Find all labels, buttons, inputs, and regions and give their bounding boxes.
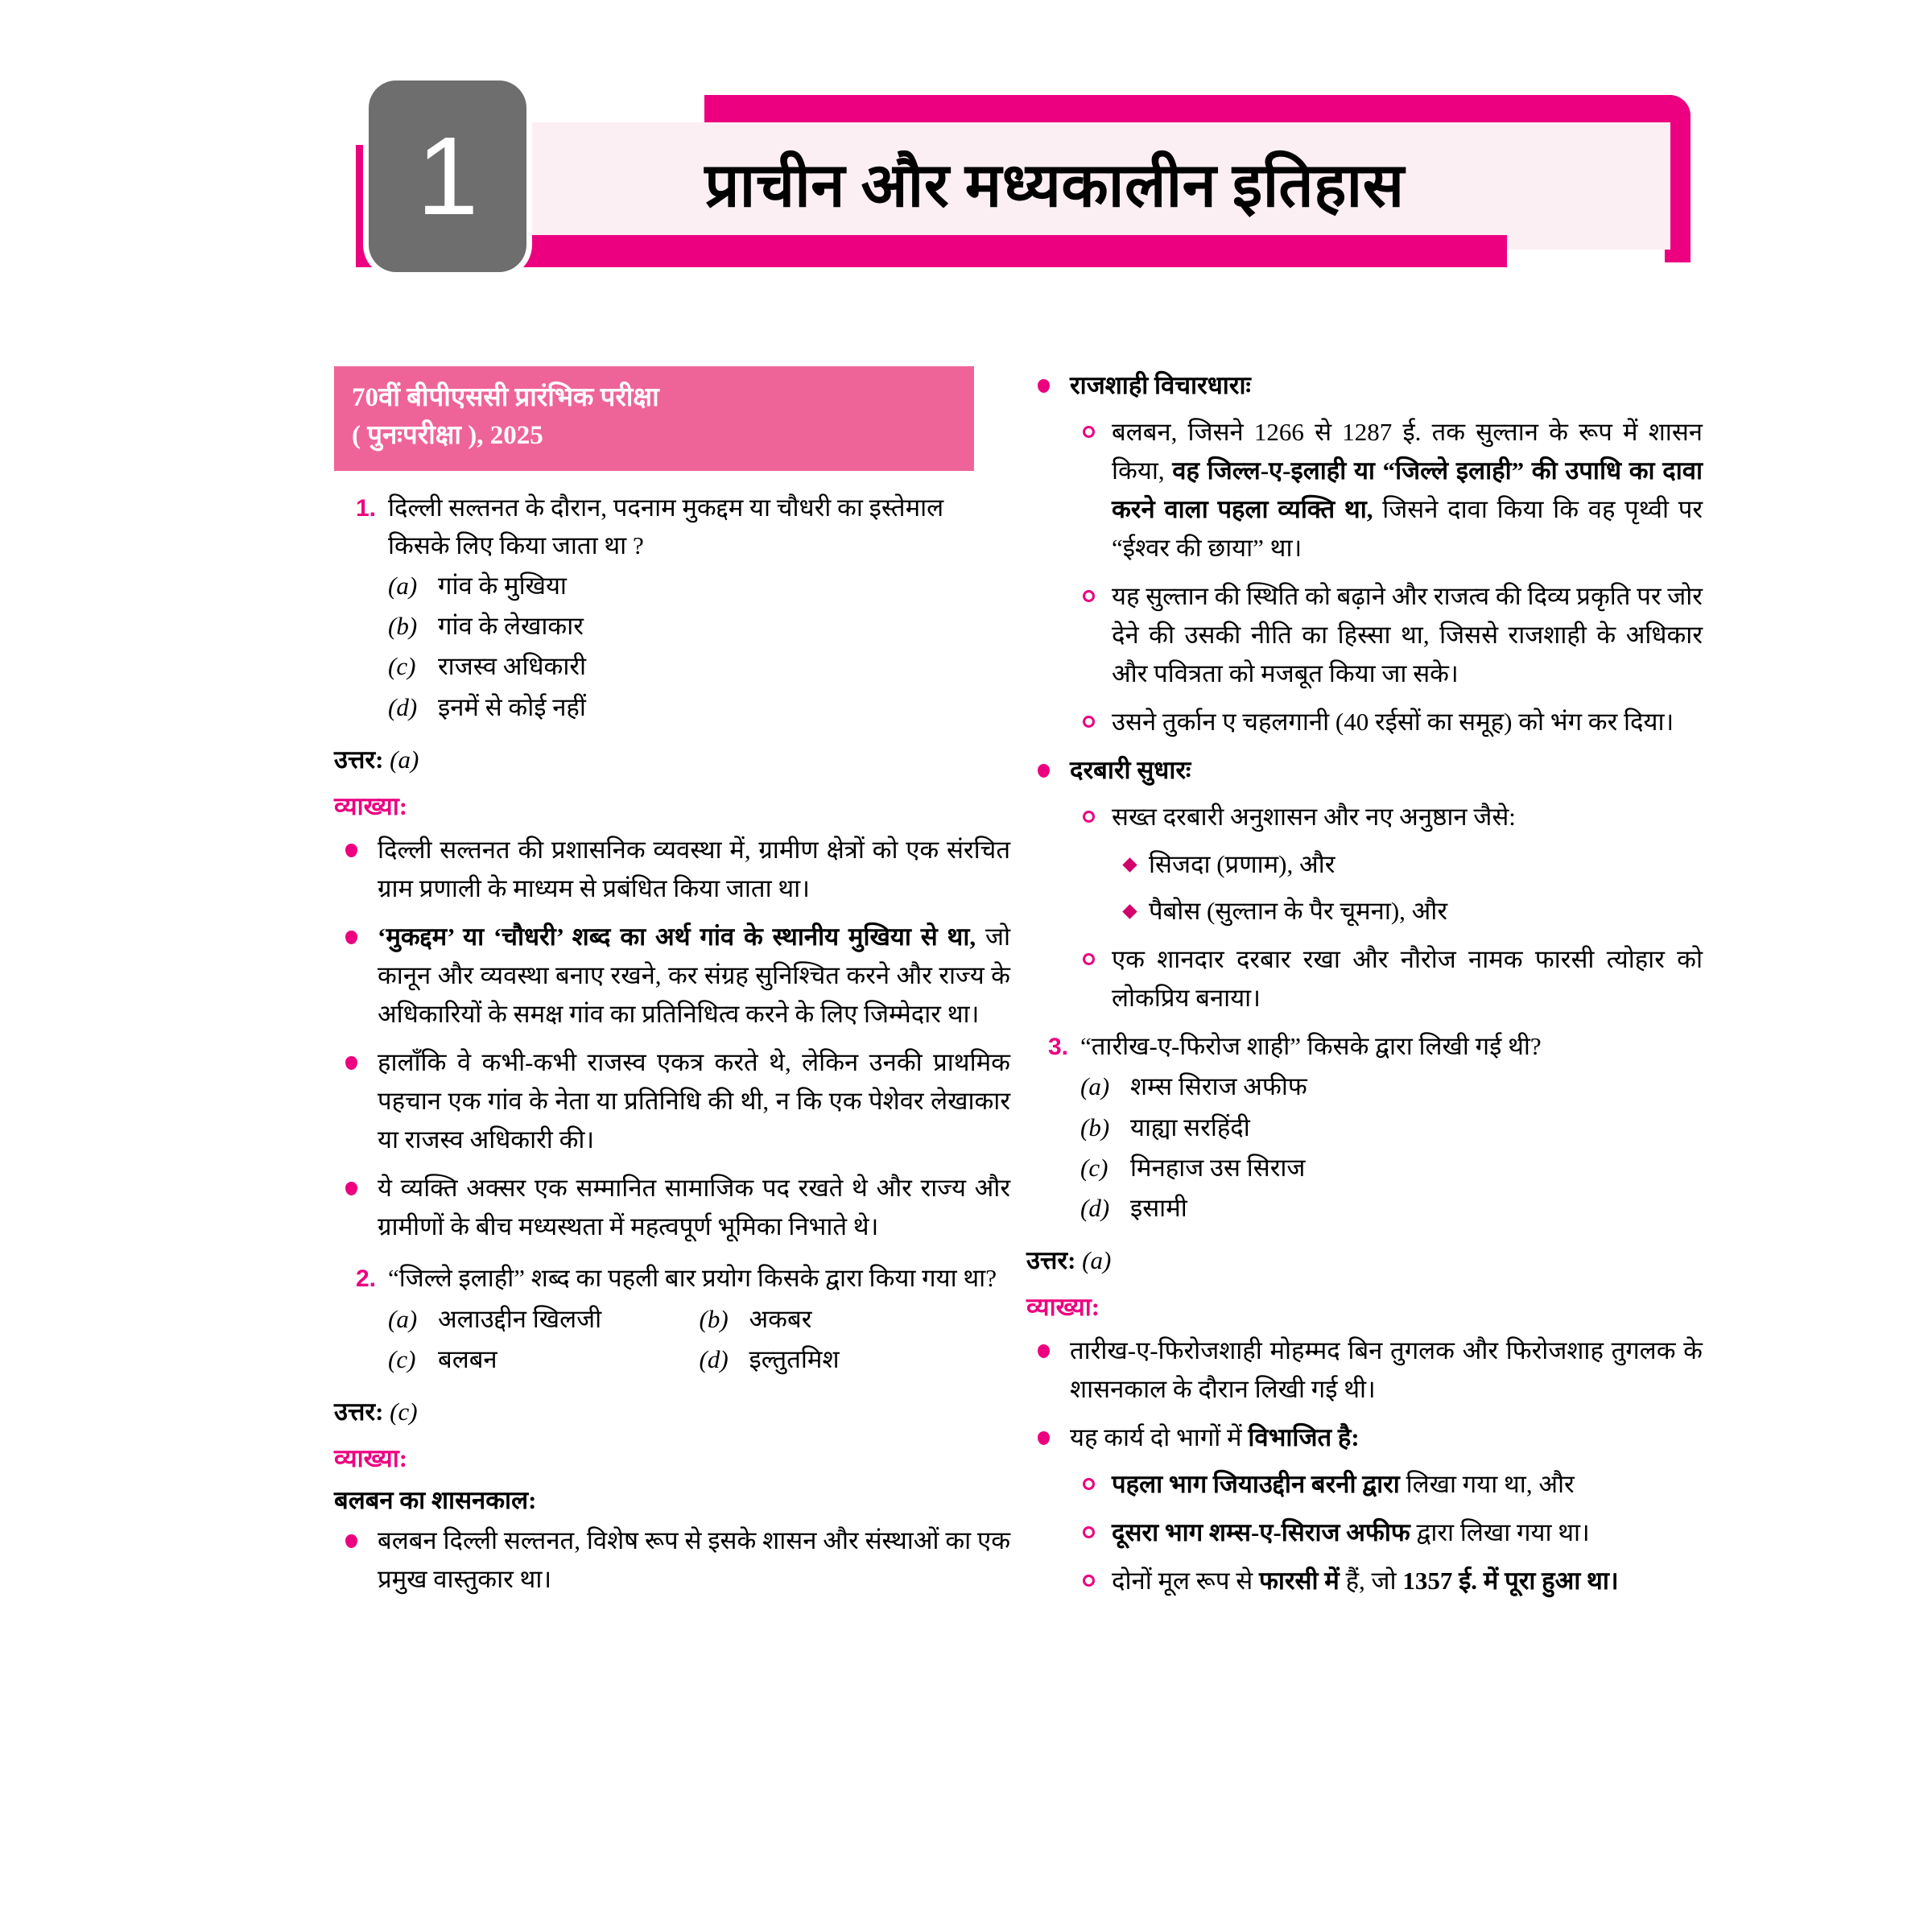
option-b-key: (b): [388, 612, 418, 641]
option-c-key: (c): [388, 1345, 416, 1374]
option-pair-ab: [388, 1299, 1010, 1340]
part-pre: दोनों मूल रूप से: [1112, 1567, 1259, 1596]
part-item: [1070, 1465, 1703, 1504]
option-a-label: अलाउद्दीन खिलजी: [438, 1304, 602, 1333]
answer-label: उत्तर:: [334, 1397, 384, 1426]
explanation-bullet: हालाँकि वे कभी-कभी राजस्व एकत्र करते थे, लेकिन उनकी प्राथमिक पहचान एक गांव के नेता या प्रतिनिधि की थी, न कि एक पेशेवर लेखाकार या राजस्व अधिकारी की।: [334, 1043, 1010, 1159]
option-a-key: (a): [388, 571, 418, 600]
option-c-key: (c): [1080, 1153, 1108, 1182]
option-a[interactable]: [388, 1299, 700, 1340]
explanation-bullet: बलबन दिल्ली सल्तनत, विशेष रूप से इसके शासन और संस्थाओं का एक प्रमुख वास्तुकार था।: [334, 1521, 1010, 1599]
question-3-explanation-heading: व्याख्या:: [1026, 1293, 1100, 1322]
darbari-items: [1070, 798, 1703, 1017]
option-c-label: राजस्व अधिकारी: [438, 652, 587, 681]
rajshahi-heading-text: राजशाही विचारधाराः: [1070, 371, 1251, 399]
question-1: [334, 489, 1010, 1247]
option-a[interactable]: [1080, 1067, 1703, 1107]
question-1-row: [356, 489, 1010, 564]
option-a-label: शम्स सिराज अफीफ: [1130, 1072, 1307, 1101]
divided-intro-pre: यह कार्य दो भागों में: [1070, 1423, 1249, 1452]
darbari-section: [1026, 751, 1703, 1017]
option-d-key: (d): [1080, 1193, 1110, 1222]
question-3-number: 3.: [1048, 1033, 1069, 1060]
part-bold: दूसरा भाग शम्स-ए-सिराज अफीफ: [1112, 1518, 1410, 1547]
option-d-key: (d): [699, 1345, 729, 1374]
item-bold: वह जिल्ल-ए-इलाही या “जिल्ले इलाही” की उपाधि का दावा करने वाला पहला व्यक्ति था,: [1112, 456, 1703, 524]
question-2-options: [388, 1299, 1010, 1380]
option-a[interactable]: [388, 566, 1010, 606]
question-1-answer: [334, 742, 1010, 776]
option-b-label: याह्या सरहिंदी: [1130, 1113, 1250, 1141]
explanation-bullet: तारीख-ए-फिरोजशाही मोहम्मद बिन तुगलक और फिरोजशाह तुगलक के शासनकाल के दौरान लिखी गई थी।: [1026, 1331, 1703, 1409]
option-d[interactable]: [700, 1340, 1011, 1380]
chapter-title: प्राचीन और मध्यकालीन इतिहास: [704, 152, 1405, 221]
rajshahi-item: यह सुल्तान की स्थिति को बढ़ाने और राजत्व की दिव्य प्रकृति पर जोर देने की उसकी नीति का हिस्सा था, जिससे राजशाही के अधिकार और पवित्रता को मजबूत किया जा सके।: [1070, 577, 1703, 693]
option-c[interactable]: [388, 646, 1010, 687]
option-b[interactable]: [1080, 1108, 1703, 1148]
answer-label: उत्तर:: [334, 745, 384, 774]
option-b-key: (b): [699, 1304, 729, 1333]
part-item: [1070, 1513, 1703, 1552]
explanation-bullet-parts: [1026, 1418, 1703, 1600]
answer-key: (c): [390, 1397, 418, 1426]
option-c[interactable]: [1080, 1148, 1703, 1188]
question-2: [334, 1259, 1010, 1599]
question-2-answer: [334, 1394, 1010, 1428]
question-3-parts: [1070, 1465, 1703, 1600]
question-2-explanation-heading: व्याख्या:: [334, 1444, 408, 1473]
question-2-sub-heading: बलबन का शासनकाल:: [334, 1486, 537, 1515]
option-c[interactable]: [388, 1340, 700, 1380]
exam-title-line-1: 70वीं बीपीएससी प्रारंभिक परीक्षा: [352, 383, 659, 412]
question-3: [1026, 1027, 1703, 1601]
option-c-label: बलबन: [438, 1345, 497, 1374]
bullet-bold-part: ‘मुकद्दम’ या ‘चौधरी’ शब्द का अर्थ गांव के स्थानीय मुखिया से था,: [378, 922, 976, 951]
option-c-key: (c): [388, 652, 416, 681]
option-b-key: (b): [1080, 1113, 1110, 1141]
answer-key: (a): [1082, 1246, 1112, 1275]
explanation-bullet: दिल्ली सल्तनत की प्रशासनिक व्यवस्था में, ग्रामीण क्षेत्रों को एक संरचित ग्राम प्रणाली के माध्यम से प्रबंधित किया जाता था।: [334, 831, 1010, 908]
darbari-sub-item: पैबोस (सुल्तान के पैर चूमना), और: [1112, 892, 1703, 931]
darbari-item-1-text: सख्त दरबारी अनुशासन और नए अनुष्ठान जैसे:: [1112, 803, 1516, 832]
question-2-row: [356, 1259, 1010, 1298]
part-bold-b: 1357 ई. में पूरा हुआ था।: [1402, 1567, 1619, 1596]
darbari-sub-item: सिजदा (प्रणाम), और: [1112, 845, 1703, 884]
chapter-header: [338, 80, 1690, 298]
part-item: [1070, 1562, 1703, 1600]
answer-label: उत्तर:: [1026, 1246, 1076, 1275]
option-d-key: (d): [388, 692, 418, 721]
option-d[interactable]: [1080, 1188, 1703, 1228]
question-2-number: 2.: [356, 1265, 377, 1293]
rajshahi-section: [1026, 366, 1703, 741]
option-pair-cd: [388, 1340, 1010, 1380]
option-b[interactable]: [388, 606, 1010, 646]
option-b[interactable]: [700, 1299, 1011, 1340]
question-3-explanation-list: [1026, 1331, 1703, 1600]
option-a-key: (a): [1080, 1072, 1110, 1101]
option-b-label: अकबर: [749, 1304, 812, 1333]
chapter-number-label: 1: [416, 114, 479, 238]
rajshahi-item: उसने तुर्कान ए चहलगानी (40 रईसों का समूह) को भंग कर दिया।: [1070, 703, 1703, 741]
bullet-rest-part: जो कानून और व्यवस्था बनाए रखने, कर संग्रह सुनिश्चित करने और राज्य के अधिकारियों के समक्ष गांव का प्रतिनिधित्व करने के लिए जिम्मेदार था।: [378, 922, 1011, 1028]
darbari-heading-text: दरबारी सुधारः: [1070, 756, 1191, 785]
option-a-label: गांव के मुखिया: [438, 571, 567, 600]
content-columns: [0, 366, 1932, 1880]
answer-key: (a): [390, 745, 419, 774]
darbari-item-2: एक शानदार दरबार रखा और नौरोज नामक फारसी त्योहार को लोकप्रिय बनाया।: [1070, 940, 1703, 1018]
item-post: जिसने दावा किया कि वह पृथ्वी पर “ईश्वर की छाया” था।: [1112, 495, 1703, 563]
chapter-number-tile: [369, 80, 526, 272]
question-2-explanation-list: [334, 1521, 1010, 1599]
explanation-bullet: ये व्यक्ति अक्सर एक सम्मानित सामाजिक पद रखते थे और राज्य और ग्रामीणों के बीच मध्यस्थता में महत्वपूर्ण भूमिका निभाते थे।: [334, 1169, 1010, 1246]
question-1-number: 1.: [356, 494, 377, 522]
question-3-row: [1048, 1027, 1703, 1066]
item-pre: बलबन, जिसने 1266 से 1287 ई. तक सुल्तान के रूप में शासन किया,: [1112, 418, 1703, 485]
rajshahi-item: [1070, 413, 1703, 568]
option-d-label: इनमें से कोई नहीं: [438, 692, 586, 721]
question-1-text: दिल्ली सल्तनत के दौरान, पदनाम मुकद्दम या चौधरी का इस्तेमाल किसके लिए किया जाता था ?: [388, 493, 944, 559]
exam-title-line-2: ( पुनःपरीक्षा ), 2025: [352, 420, 543, 450]
question-3-options: [1080, 1067, 1703, 1228]
option-a-key: (a): [388, 1304, 418, 1333]
question-3-answer: [1026, 1243, 1703, 1277]
part-bold-a: फारसी में: [1258, 1567, 1340, 1596]
option-d-label: इल्तुतमिश: [749, 1345, 840, 1374]
question-1-explanation-list: [334, 831, 1010, 1246]
part-rest: द्वारा लिखा गया था।: [1410, 1518, 1590, 1547]
exam-title-badge: [334, 366, 974, 471]
explanation-bullet: [334, 918, 1010, 1034]
right-column: [1026, 366, 1703, 1610]
option-d-label: इसामी: [1130, 1193, 1187, 1222]
option-b-label: गांव के लेखाकार: [438, 612, 584, 641]
question-2-text: “जिल्ले इलाही” शब्द का पहली बार प्रयोग किसके द्वारा किया गया था?: [388, 1264, 997, 1293]
darbari-heading: [1026, 751, 1703, 1017]
divided-intro-bold: विभाजित है:: [1248, 1423, 1360, 1452]
darbari-sub-items: [1112, 845, 1703, 931]
rajshahi-heading: [1026, 366, 1703, 741]
part-rest: लिखा गया था, और: [1399, 1470, 1575, 1499]
question-1-options: [388, 566, 1010, 728]
question-1-explanation-heading: व्याख्या:: [334, 791, 408, 820]
question-3-text: “तारीख-ए-फिरोज शाही” किसके द्वारा लिखी गई थी?: [1080, 1031, 1542, 1060]
rajshahi-items: [1070, 413, 1703, 741]
darbari-item-1: [1070, 798, 1703, 930]
part-bold: पहला भाग जियाउद्दीन बरनी द्वारा: [1112, 1470, 1400, 1499]
option-c-label: मिनहाज उस सिराज: [1130, 1153, 1306, 1182]
left-column: [334, 366, 1010, 1608]
part-mid: हैं, जो: [1339, 1567, 1403, 1596]
option-d[interactable]: [388, 687, 1010, 728]
